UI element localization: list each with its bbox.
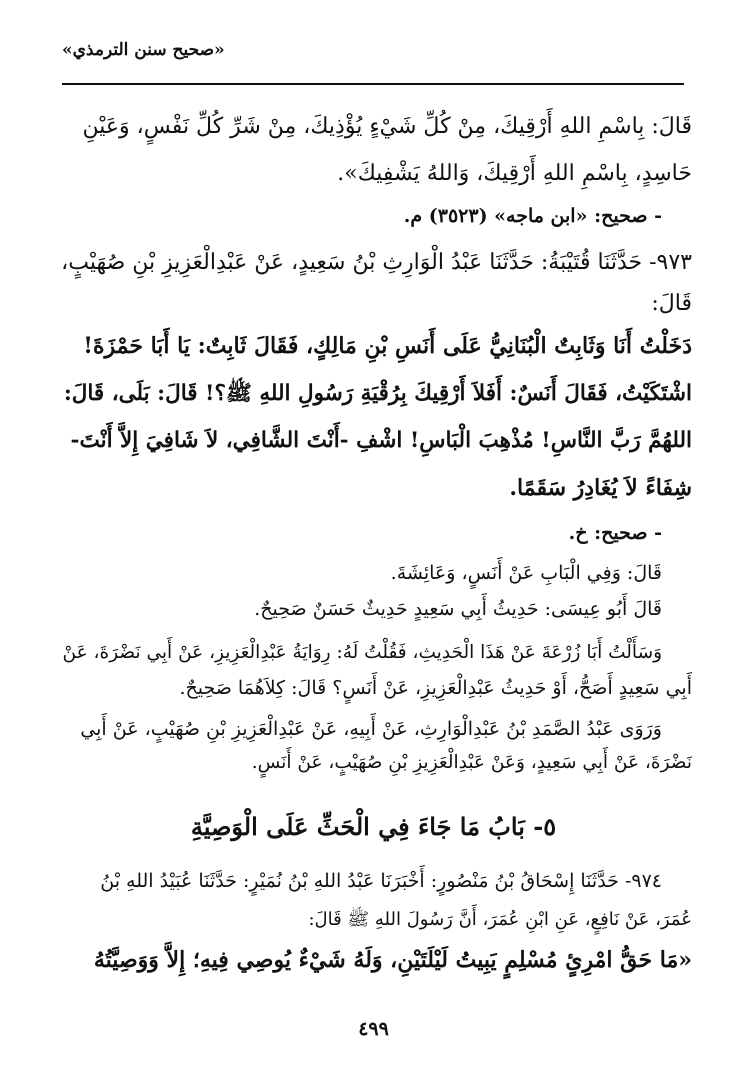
grade-note: - صحيح: «ابن ماجه» (٣٥٢٣) م. xyxy=(403,205,662,227)
hadith-974-line: ٩٧٤- حَدَّثَنَا إِسْحَاقُ بْنُ مَنْصُورٍ: أَخْبَرَنَا عَبْدُ اللهِ بْنُ نُمَيْرٍ: حَدَّثَنَا عُبَيْدُ اللهِ بْنُ xyxy=(100,870,662,892)
text-line: قَالَ: بِاسْمِ اللهِ أَرْقِيكَ، مِنْ كُلِّ شَيْءٍ يُؤْذِيكَ، مِنْ شَرِّ كُلِّ نَفْسٍ، وَعَيْنِ xyxy=(82,114,692,139)
chapter-heading: ٥- بَابُ مَا جَاءَ فِي الْحَثِّ عَلَى الْوَصِيَّةِ xyxy=(190,812,557,841)
commentary-line: نَضْرَةَ، عَنْ أَبِي سَعِيدٍ، وَعَنْ عَبْدِالْعَزِيزِ بْنِ صُهَيْبٍ، عَنْ أَنَسٍ. xyxy=(251,752,692,773)
text-line: حَاسِدٍ، بِاسْمِ اللهِ أَرْقِيكَ، وَاللهُ يَشْفِيكَ». xyxy=(337,161,692,186)
page-number: ٤٩٩ xyxy=(358,1018,389,1040)
running-header-title: «صحيح سنن الترمذي» xyxy=(62,40,225,60)
commentary-line: أَبِي سَعِيدٍ أَصَحُّ، أَوْ حَدِيثُ عَبْدِالْعَزِيزِ، عَنْ أَنَسٍ؟ قَالَ: كِلاَهُمَا صَحِيحٌ. xyxy=(179,677,692,699)
hadith-text-line: دَخَلْتُ أَنَا وَثَابِتٌ الْبُنَانِيُّ عَلَى أَنَسِ بْنِ مَالِكٍ، فَقَالَ ثَابِتٌ: يَا أَبَا حَمْزَةَ! xyxy=(83,333,692,359)
header-divider xyxy=(62,83,684,85)
hadith-973-line: ٩٧٣- حَدَّثَنَا قُتَيْبَةُ: حَدَّثَنَا عَبْدُ الْوَارِثِ بْنُ سَعِيدٍ، عَنْ عَبْدِالْعَزِيزِ بْنِ صُهَيْبٍ، xyxy=(61,250,692,275)
commentary-line: وَرَوَى عَبْدُ الصَّمَدِ بْنُ عَبْدِالْوَارِثِ، عَنْ أَبِيهِ، عَنْ عَبْدِالْعَزِيزِ بْنِ صُهَيْبٍ، عَنْ أَبِي xyxy=(80,718,662,740)
commentary-line: قَالَ أَبُو عِيسَى: حَدِيثُ أَبِي سَعِيدٍ حَدِيثٌ حَسَنٌ صَحِيحٌ. xyxy=(254,598,662,620)
hadith-text-line: «مَا حَقُّ امْرِئٍ مُسْلِمٍ يَبِيتُ لَيْلَتَيْنِ، وَلَهُ شَيْءٌ يُوصِي فِيهِ؛ إِلاَّ وَوَصِيَّتُهُ xyxy=(93,947,692,973)
hadith-text-line: اللهُمَّ رَبَّ النَّاسِ! مُذْهِبَ الْبَاسِ! اشْفِ -أَنْتَ الشَّافِي، لاَ شَافِيَ إِلاَّ أَنْتَ- xyxy=(70,428,692,453)
text-line: قَالَ: xyxy=(651,291,692,316)
commentary-line: وَسَأَلْتُ أَبَا زُرْعَةَ عَنْ هَذَا الْحَدِيثِ، فَقُلْتُ لَهُ: رِوَايَةُ عَبْدِالْعَزِيزِ، عَنْ أَبِي نَضْرَةَ، عَنْ xyxy=(62,642,662,663)
commentary-line: قَالَ: وَفِي الْبَابِ عَنْ أَنَسٍ، وَعَائِشَةَ. xyxy=(390,562,662,584)
hadith-text-line: شِفَاءً لاَ يُغَادِرُ سَقَمًا. xyxy=(509,475,692,501)
grade-note: - صحيح: خ. xyxy=(568,522,662,544)
hadith-text-line: اشْتَكَيْتُ، فَقَالَ أَنَسٌ: أَفَلاَ أَرْقِيكَ بِرُقْيَةِ رَسُولِ اللهِ ﷺ؟! قَالَ: بَلَى، قَالَ: xyxy=(63,381,692,406)
text-line: عُمَرَ، عَنْ نَافِعٍ، عَنِ ابْنِ عُمَرَ، أَنَّ رَسُولَ اللهِ ﷺ قَالَ: xyxy=(308,909,692,930)
